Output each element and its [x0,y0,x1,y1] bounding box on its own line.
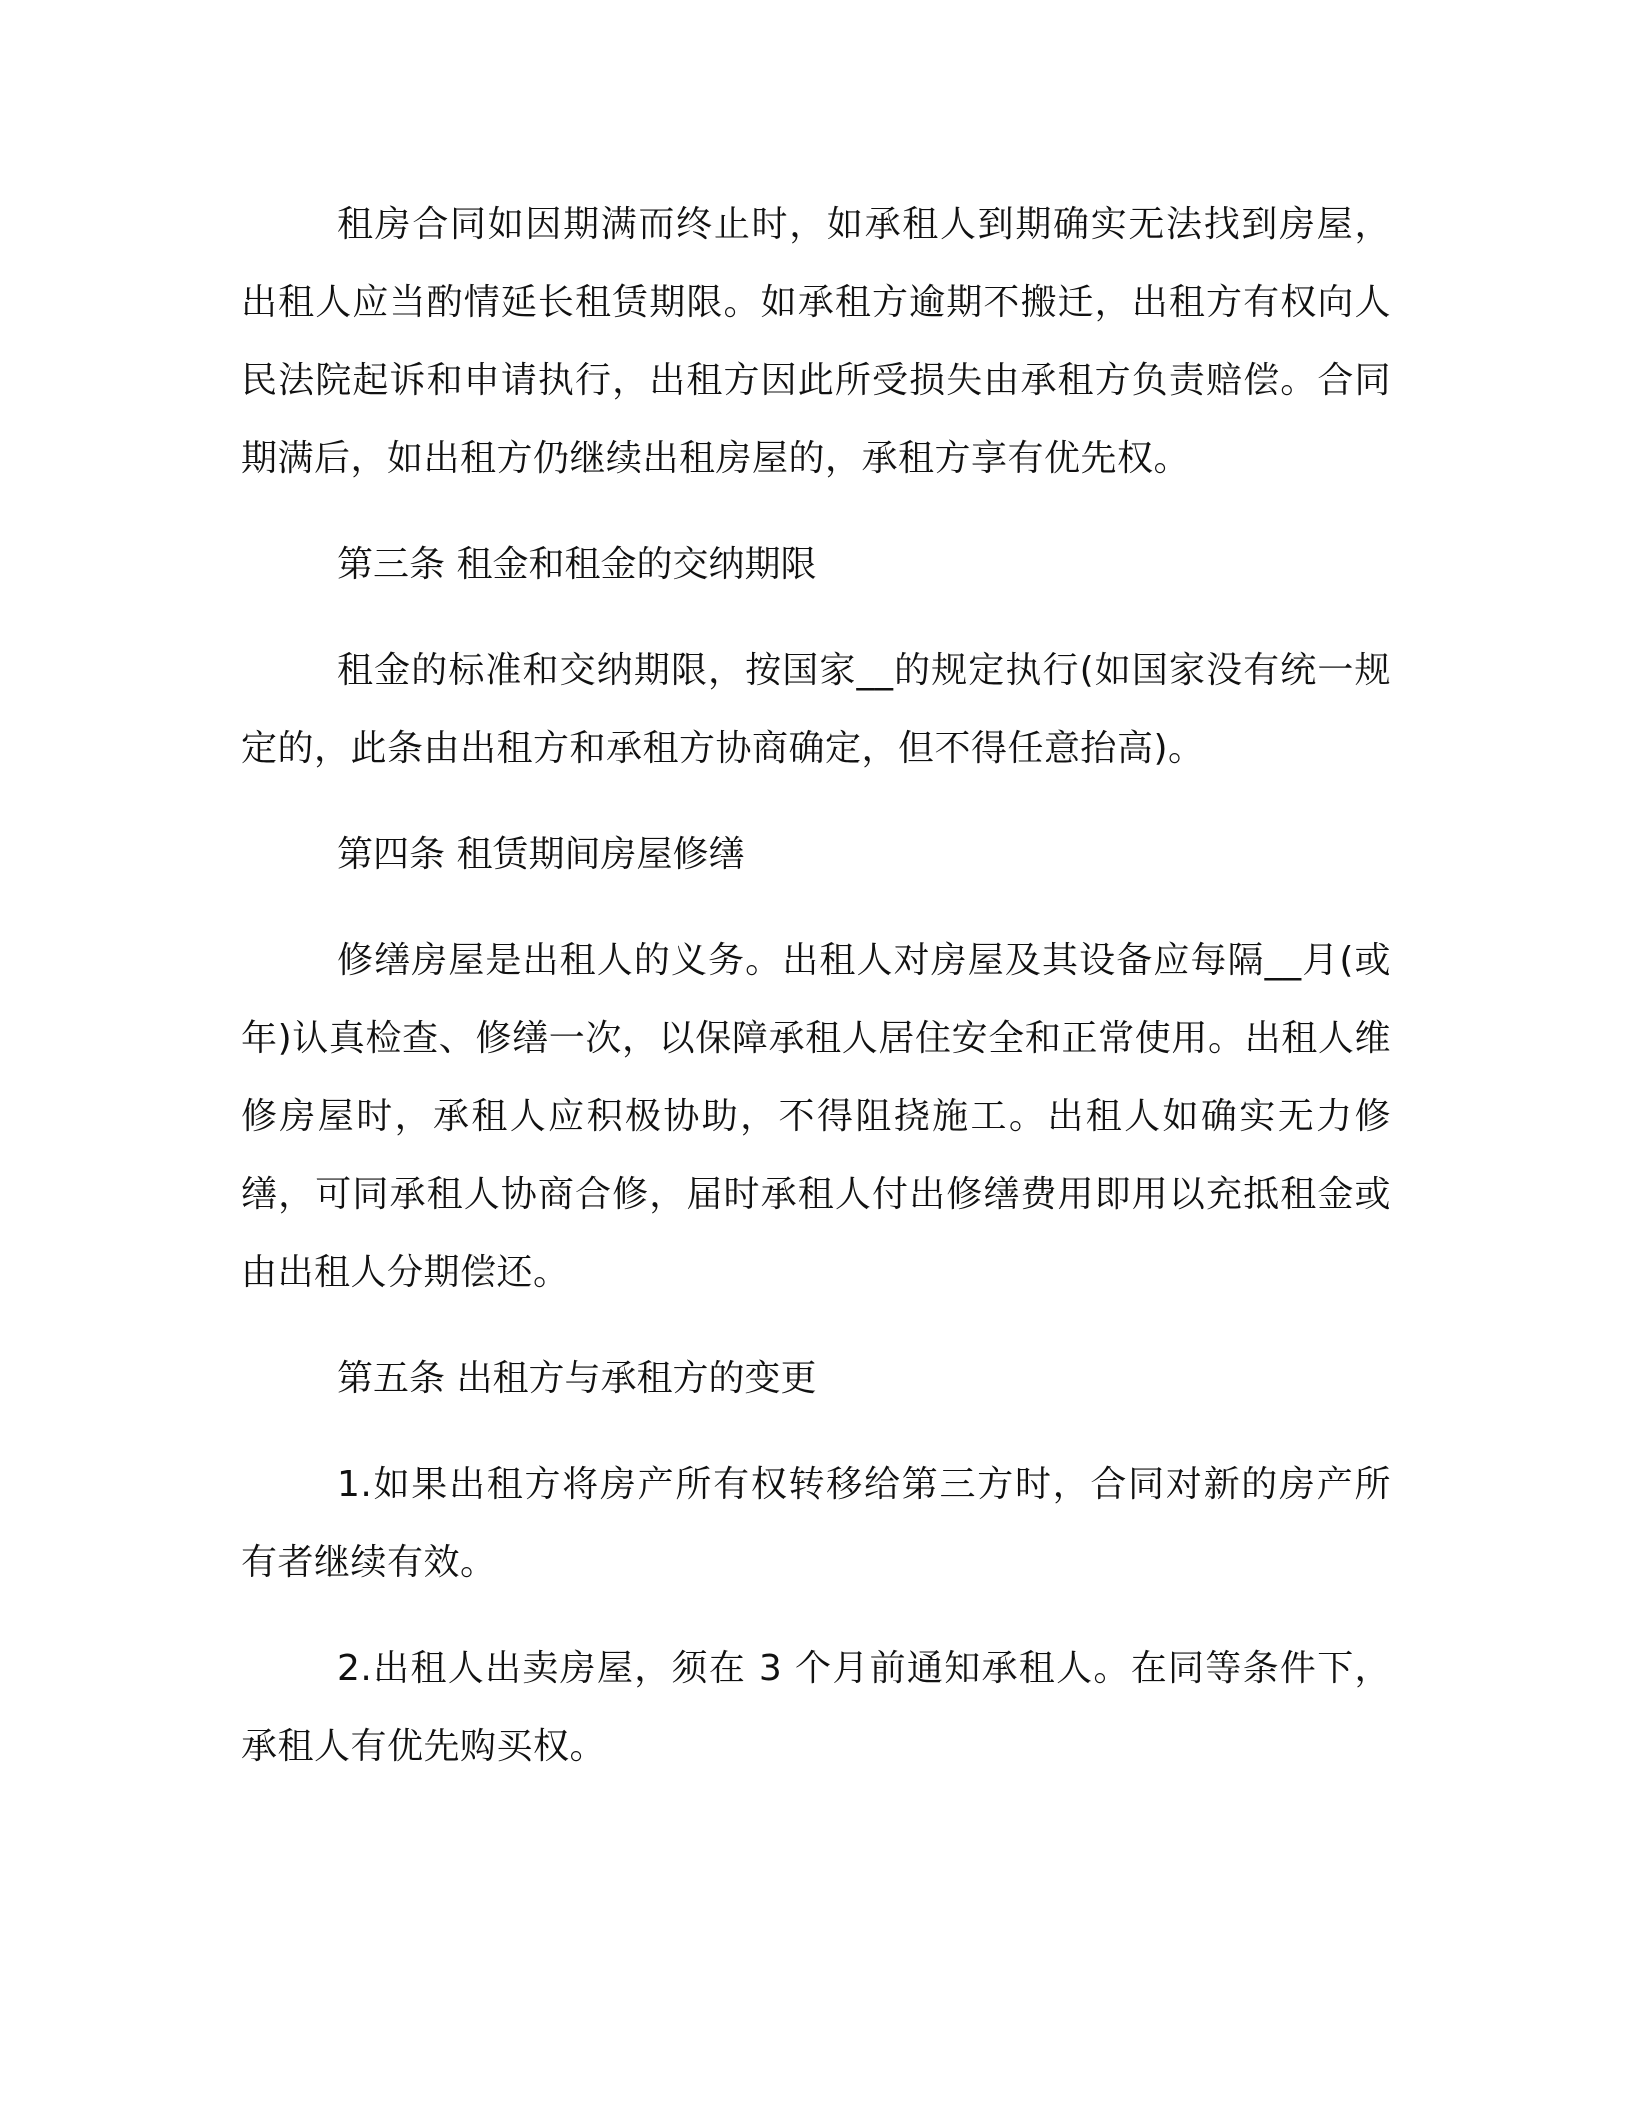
paragraph-lease-expiry: 租房合同如因期满而终止时，如承租人到期确实无法找到房屋，出租人应当酌情延长租赁期限。如承租方逾期不搬迁，出租方有权向人民法院起诉和申请执行，出租方因此所受损失由承租方负责赔偿。合同期满后，如出租方仍继续出租房屋的，承租方享有优先权。 [241,204,1391,479]
paragraph-gap [241,498,1391,526]
paragraph-gap [241,1312,1391,1340]
paragraph-gap [241,604,1391,632]
paragraph-gap [241,788,1391,816]
paragraph-gap [241,894,1391,922]
paragraph-gap [241,1602,1391,1630]
heading-article-4: 第四条 租赁期间房屋修缮 [337,834,745,875]
paragraph-gap [241,1418,1391,1446]
paragraph-ownership-transfer: 1.如果出租方将房产所有权转移给第三方时，合同对新的房产所有者继续有效。 [241,1464,1391,1583]
paragraph-repairs: 修缮房屋是出租人的义务。出租人对房屋及其设备应每隔__月(或年)认真检查、修缮一次，以保障承租人居住安全和正常使用。出租人维修房屋时，承租人应积极协助，不得阻挠施工。出租人如确实无力修缮，可同承租人协商合修，届时承租人付出修缮费用即用以充抵租金或由出租人分期偿还。 [241,940,1391,1293]
paragraph-sale-notice: 2.出租人出卖房屋，须在 3 个月前通知承租人。在同等条件下，承租人有优先购买权。 [241,1648,1391,1767]
document-body [241,186,1391,1786]
heading-article-3: 第三条 租金和租金的交纳期限 [337,544,817,585]
paragraph-rent-terms: 租金的标准和交纳期限，按国家__的规定执行(如国家没有统一规定的，此条由出租方和承租方协商确定，但不得任意抬高)。 [241,650,1391,769]
heading-article-5: 第五条 出租方与承租方的变更 [337,1358,817,1399]
